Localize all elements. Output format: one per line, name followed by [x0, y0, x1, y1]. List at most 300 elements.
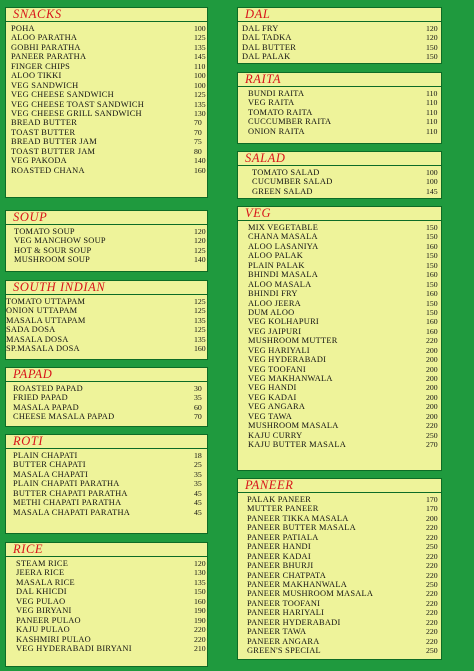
- menu-item-name: VEG KADAI: [248, 392, 297, 402]
- menu-item-price: 120: [426, 33, 438, 43]
- menu-item-price: 135: [194, 99, 206, 109]
- section-snacks: [5, 7, 208, 198]
- menu-item: [238, 317, 441, 326]
- section-title: SNACKS: [6, 8, 207, 22]
- menu-item: [6, 470, 207, 479]
- menu-item-price: 120: [194, 236, 206, 246]
- menu-item-name: HOT & SOUR SOUP: [14, 245, 92, 255]
- menu-item-name: ALOO PALAK: [248, 251, 304, 261]
- menu-item-name: SADA DOSA: [6, 325, 56, 335]
- menu-item-name: PANEER BHURJI: [247, 561, 314, 571]
- menu-item-name: VEG HANDI: [248, 383, 297, 393]
- menu-item: [238, 289, 441, 298]
- menu-item-name: MASALA CHAPATI: [13, 469, 89, 479]
- menu-item-name: CHEESE MASALA PAPAD: [13, 412, 115, 422]
- menu-item-price: 35: [194, 393, 202, 403]
- menu-item: [6, 489, 207, 498]
- menu-item-price: 160: [194, 596, 206, 606]
- menu-item: [238, 365, 441, 374]
- menu-item: [6, 568, 207, 577]
- menu-item-name: GREEN'S SPECIAL: [247, 646, 321, 655]
- menu-item-name: PANEER HANDI: [247, 542, 311, 552]
- menu-item-price: 220: [194, 625, 206, 635]
- menu-item-name: VEG SANDWICH: [11, 80, 79, 90]
- menu-item: [6, 81, 207, 90]
- section-veg: [237, 206, 442, 471]
- menu-item-name: ROASTED PAPAD: [13, 384, 83, 393]
- menu-item-price: 80: [194, 146, 202, 156]
- menu-item-price: 35: [194, 479, 202, 489]
- menu-item-price: 150: [426, 279, 438, 289]
- menu-item: [6, 62, 207, 71]
- menu-item: [238, 523, 441, 532]
- menu-item-name: VEG PAKODA: [11, 156, 67, 166]
- menu-item: [238, 561, 441, 570]
- menu-item-name: VEG TOOFANI: [248, 364, 306, 374]
- menu-item-price: 100: [194, 24, 206, 33]
- menu-item-name: ONION RAITA: [248, 126, 305, 136]
- menu-item-price: 110: [426, 117, 438, 127]
- menu-item-price: 125: [194, 306, 206, 316]
- menu-item: [238, 299, 441, 308]
- menu-item: [238, 589, 441, 598]
- menu-item-price: 70: [194, 412, 202, 422]
- menu-item-price: 150: [426, 232, 438, 242]
- menu-item-price: 100: [426, 168, 438, 177]
- menu-item-price: 170: [426, 495, 438, 504]
- menu-item-price: 150: [426, 42, 438, 52]
- menu-item-name: PANEER MUSHROOM MASALA: [247, 589, 374, 599]
- menu-item: [238, 412, 441, 421]
- menu-item-name: VEG CHEESE SANDWICH: [11, 90, 114, 100]
- menu-item-name: BUNDI RAITA: [248, 89, 305, 98]
- menu-item: [238, 168, 441, 177]
- menu-item-name: PANEER TIKKA MASALA: [247, 513, 349, 523]
- menu-item-name: VEG KOLHAPURI: [248, 317, 319, 327]
- menu-item-price: 75: [194, 137, 202, 147]
- menu-item: [238, 504, 441, 513]
- menu-item-name: FINGER CHIPS: [11, 61, 71, 71]
- section-rice: [5, 542, 208, 667]
- menu-item-name: PLAIN CHAPATI: [13, 451, 78, 460]
- menu-item-name: VEG ANGARA: [248, 402, 306, 412]
- section-title: DAL: [238, 8, 441, 22]
- menu-item: [6, 597, 207, 606]
- menu-item-name: VEG HARIYALI: [248, 345, 310, 355]
- menu-item-price: 45: [194, 507, 202, 517]
- menu-item: [6, 316, 207, 325]
- menu-item-name: TOMATO SALAD: [252, 168, 320, 177]
- menu-item: [238, 98, 441, 107]
- menu-item: [6, 606, 207, 615]
- menu-item: [6, 128, 207, 137]
- menu-item-price: 150: [426, 52, 438, 62]
- section-title: PANEER: [238, 479, 441, 493]
- menu-item-price: 200: [426, 364, 438, 374]
- menu-item: [238, 431, 441, 440]
- menu-item-price: 150: [426, 223, 438, 232]
- menu-item: [6, 393, 207, 402]
- item-list: [6, 449, 207, 517]
- section-salad: [237, 151, 442, 199]
- menu-item-name: ALOO TIKKI: [11, 71, 62, 81]
- menu-item-name: DAL FRY: [242, 24, 279, 33]
- menu-item-price: 125: [194, 90, 206, 100]
- menu-item-name: VEG PULAO: [16, 596, 66, 606]
- menu-item: [6, 109, 207, 118]
- menu-item-price: 35: [194, 469, 202, 479]
- section-title: RICE: [6, 543, 207, 557]
- menu-item: [6, 559, 207, 568]
- menu-item-price: 190: [194, 606, 206, 616]
- section-title: SALAD: [238, 152, 441, 166]
- menu-item: [6, 90, 207, 99]
- menu-item-price: 18: [194, 451, 202, 460]
- menu-item: [238, 393, 441, 402]
- menu-item-price: 70: [194, 118, 202, 128]
- menu-item-price: 250: [426, 646, 438, 655]
- section-roti: [5, 434, 208, 534]
- item-list: [238, 166, 441, 196]
- menu-item: [238, 52, 441, 61]
- menu-item: [238, 232, 441, 241]
- menu-item-price: 100: [194, 71, 206, 81]
- menu-item: [238, 177, 441, 186]
- menu-item: [6, 137, 207, 146]
- menu-item-price: 200: [426, 355, 438, 365]
- menu-item: [6, 156, 207, 165]
- menu-item-name: JEERA RICE: [16, 568, 65, 578]
- menu-item-name: BUTTER CHAPATI PARATHA: [13, 488, 128, 498]
- menu-item: [6, 344, 207, 353]
- menu-item: [238, 374, 441, 383]
- menu-item-price: 160: [194, 344, 206, 354]
- menu-item-name: MUSHROOM MUTTER: [248, 336, 338, 346]
- menu-item-name: PANEER BUTTER MASALA: [247, 523, 356, 533]
- menu-item: [238, 355, 441, 364]
- menu-item-price: 210: [194, 643, 206, 653]
- menu-item-name: ALOO JEERA: [248, 298, 301, 308]
- menu-item-price: 220: [426, 336, 438, 346]
- menu-item-price: 100: [194, 80, 206, 90]
- menu-item-price: 125: [194, 325, 206, 335]
- menu-item-name: PANEER PATIALA: [247, 532, 319, 542]
- item-list: [238, 493, 441, 655]
- menu-item-name: VEG CHEESE GRILL SANDWICH: [11, 108, 142, 118]
- menu-item-name: CUCUMBER SALAD: [252, 177, 333, 187]
- menu-item-price: 160: [426, 241, 438, 251]
- menu-item-price: 120: [194, 227, 206, 236]
- menu-item-name: DAL PALAK: [242, 52, 291, 62]
- menu-item-name: MUTTER PANEER: [247, 504, 319, 514]
- menu-item-price: 160: [194, 165, 206, 175]
- menu-item-price: 130: [194, 108, 206, 118]
- menu-item-price: 135: [194, 42, 206, 52]
- menu-item-price: 160: [426, 317, 438, 327]
- menu-item-name: BREAD BUTTER: [11, 118, 78, 128]
- menu-item-name: VEG CHEESE TOAST SANDWICH: [11, 99, 145, 109]
- menu-item-name: KAJU CURRY: [248, 430, 303, 440]
- menu-item-name: ALOO PARATHA: [11, 33, 78, 43]
- menu-item: [6, 166, 207, 175]
- menu-item-name: BREAD BUTTER JAM: [11, 137, 97, 147]
- item-list: [6, 225, 207, 265]
- menu-item-price: 45: [194, 488, 202, 498]
- section-soup: [5, 210, 208, 272]
- menu-item-price: 150: [426, 298, 438, 308]
- menu-item: [6, 147, 207, 156]
- menu-item: [238, 336, 441, 345]
- menu-item: [238, 514, 441, 523]
- menu-item-name: MASALA PAPAD: [13, 402, 79, 412]
- menu-item-name: VEG RAITA: [248, 98, 295, 108]
- menu-item-name: TOMATO SOUP: [14, 227, 75, 236]
- menu-item-name: VEG HYDERABADI: [248, 355, 327, 365]
- menu-item-price: 45: [194, 498, 202, 508]
- menu-item: [6, 52, 207, 61]
- menu-item: [6, 24, 207, 33]
- section-south-indian: [5, 280, 208, 360]
- menu-item: [6, 498, 207, 507]
- menu-item: [6, 335, 207, 344]
- menu-item-price: 220: [426, 617, 438, 627]
- menu-item: [238, 346, 441, 355]
- menu-item-name: ALOO MASALA: [248, 279, 312, 289]
- menu-item-name: MASALA RICE: [16, 577, 75, 587]
- menu-item-price: 110: [426, 89, 438, 98]
- menu-item-name: BHINDI FRY: [248, 289, 298, 299]
- menu-item: [6, 33, 207, 42]
- menu-item-name: SP.MASALA DOSA: [6, 344, 80, 354]
- menu-item-price: 110: [194, 61, 206, 71]
- menu-item-name: GREEN SALAD: [252, 186, 313, 196]
- menu-item-name: MASALA UTTAPAM: [6, 315, 86, 325]
- menu-item-price: 220: [426, 570, 438, 580]
- menu-item-price: 150: [426, 251, 438, 261]
- menu-item-price: 220: [426, 551, 438, 561]
- menu-item: [238, 270, 441, 279]
- menu-item-name: TOAST BUTTER: [11, 127, 76, 137]
- menu-item-price: 110: [426, 107, 438, 117]
- menu-item: [6, 625, 207, 634]
- menu-item: [6, 451, 207, 460]
- menu-item-name: MASALA CHAPATI PARATHA: [13, 507, 131, 517]
- menu-item-name: METHI CHAPATI PARATHA: [13, 498, 122, 508]
- section-title: ROTI: [6, 435, 207, 449]
- item-list: [6, 382, 207, 422]
- section-paneer: [237, 478, 442, 660]
- menu-item-price: 160: [426, 289, 438, 299]
- menu-item-price: 200: [426, 513, 438, 523]
- item-list: [238, 87, 441, 136]
- menu-item: [238, 383, 441, 392]
- menu-item: [238, 261, 441, 270]
- menu-item: [6, 306, 207, 315]
- menu-item-name: PANEER ANGARA: [247, 636, 320, 646]
- menu-item: [238, 440, 441, 449]
- menu-item-name: PANEER KADAI: [247, 551, 311, 561]
- menu-item: [238, 571, 441, 580]
- menu-item: [238, 495, 441, 504]
- menu-item: [238, 223, 441, 232]
- menu-item: [238, 421, 441, 430]
- menu-item-name: DAL TADKA: [242, 33, 292, 43]
- menu-item-name: PANEER HYDERABADI: [247, 617, 341, 627]
- menu-item-price: 200: [426, 392, 438, 402]
- menu-item: [238, 327, 441, 336]
- item-list: [6, 557, 207, 653]
- menu-item: [6, 100, 207, 109]
- menu-item-price: 135: [194, 315, 206, 325]
- menu-item-price: 270: [426, 440, 438, 450]
- menu-item-name: ROASTED CHANA: [11, 165, 85, 175]
- menu-item-name: VEG MAKHANWALA: [248, 374, 333, 383]
- menu-item-price: 125: [194, 245, 206, 255]
- menu-item-name: PLAIN PALAK: [248, 260, 305, 270]
- menu-item-price: 135: [194, 334, 206, 344]
- menu-item-price: 170: [426, 504, 438, 514]
- menu-item-price: 120: [194, 559, 206, 568]
- menu-item-price: 135: [194, 577, 206, 587]
- menu-item-price: 220: [194, 634, 206, 644]
- menu-item: [6, 227, 207, 236]
- menu-item-price: 160: [426, 270, 438, 280]
- menu-item-price: 145: [194, 52, 206, 62]
- menu-item-name: KAJU PULAO: [16, 625, 70, 635]
- menu-item-name: GOBHI PARATHA: [11, 42, 81, 52]
- menu-item-name: VEG JAIPURI: [248, 326, 302, 336]
- section-title: PAPAD: [6, 368, 207, 382]
- menu-item-price: 150: [194, 587, 206, 597]
- menu-item-price: 30: [194, 384, 202, 393]
- menu-item-name: PANEER TAWA: [247, 627, 307, 637]
- menu-item-name: PALAK PANEER: [247, 495, 312, 504]
- menu-item: [238, 618, 441, 627]
- menu-item: [238, 308, 441, 317]
- menu-item: [238, 646, 441, 655]
- menu-item-price: 145: [426, 186, 438, 196]
- menu-item-name: DAL KHICDI: [16, 587, 67, 597]
- menu-item-name: CUCCUMBER RAITA: [248, 117, 332, 127]
- menu-item-price: 70: [194, 127, 202, 137]
- menu-item-price: 220: [426, 421, 438, 431]
- menu-item-name: MIX VEGETABLE: [248, 223, 319, 232]
- menu-item-price: 250: [426, 430, 438, 440]
- menu-item: [6, 325, 207, 334]
- menu-item-price: 200: [426, 383, 438, 393]
- menu-item: [6, 43, 207, 52]
- menu-item-price: 125: [194, 33, 206, 43]
- menu-item-name: ONION UTTAPAM: [6, 306, 78, 316]
- menu-item: [238, 580, 441, 589]
- menu-item-name: TOMATO UTTAPAM: [6, 297, 86, 306]
- menu-item-name: MUSHROOM MASALA: [248, 421, 339, 431]
- section-title: SOUP: [6, 211, 207, 225]
- menu-item: [6, 71, 207, 80]
- menu-item-name: TOAST BUTTER JAM: [11, 146, 96, 156]
- menu-item-price: 100: [426, 177, 438, 187]
- menu-item-price: 220: [426, 532, 438, 542]
- menu-item-name: KASHMIRI PULAO: [16, 634, 91, 644]
- section-dal: [237, 7, 442, 64]
- item-list: [238, 221, 441, 450]
- menu-item: [6, 412, 207, 421]
- menu-item: [238, 608, 441, 617]
- menu-item: [238, 542, 441, 551]
- menu-item: [6, 644, 207, 653]
- menu-item: [238, 89, 441, 98]
- menu-item-price: 160: [426, 326, 438, 336]
- menu-item-price: 110: [426, 126, 438, 136]
- menu-item-name: FRIED PAPAD: [13, 393, 68, 403]
- menu-item: [238, 117, 441, 126]
- menu-item-price: 125: [194, 297, 206, 306]
- menu-item-price: 220: [426, 608, 438, 618]
- menu-item: [238, 24, 441, 33]
- menu-item-price: 220: [426, 636, 438, 646]
- menu-item: [6, 255, 207, 264]
- menu-item-price: 25: [194, 460, 202, 470]
- menu-item: [6, 616, 207, 625]
- menu-item: [6, 587, 207, 596]
- menu-item: [238, 33, 441, 42]
- menu-item-name: PANEER HARIYALI: [247, 608, 325, 618]
- menu-item-name: DAL BUTTER: [242, 42, 297, 52]
- menu-item-name: PANEER PULAO: [16, 615, 81, 625]
- menu-item-name: PANEER CHATPATA: [247, 570, 327, 580]
- menu-item: [238, 251, 441, 260]
- section-title: RAITA: [238, 73, 441, 87]
- item-list: [6, 295, 207, 354]
- menu-item: [238, 187, 441, 196]
- menu-item-price: 220: [426, 561, 438, 571]
- menu-item: [6, 479, 207, 488]
- menu-item-name: POHA: [11, 24, 35, 33]
- menu-item-name: PANEER PARATHA: [11, 52, 87, 62]
- menu-item: [238, 43, 441, 52]
- menu-item: [6, 246, 207, 255]
- item-list: [6, 22, 207, 175]
- menu-item-price: 200: [426, 402, 438, 412]
- menu-item-price: 250: [426, 542, 438, 552]
- menu-item-price: 200: [426, 345, 438, 355]
- menu-item-price: 220: [426, 627, 438, 637]
- menu-item-price: 220: [426, 598, 438, 608]
- menu-item-name: VEG BIRYANI: [16, 606, 72, 616]
- menu-item: [238, 552, 441, 561]
- menu-item-price: 120: [426, 24, 438, 33]
- menu-item: [6, 578, 207, 587]
- menu-item: [238, 533, 441, 542]
- menu-item: [6, 403, 207, 412]
- menu-item-price: 250: [426, 579, 438, 589]
- menu-item-name: KAJU BUTTER MASALA: [248, 440, 347, 450]
- menu-item: [6, 384, 207, 393]
- menu-item-name: MUSHROOM SOUP: [14, 255, 91, 265]
- menu-item-price: 110: [426, 98, 438, 108]
- menu-item: [6, 460, 207, 469]
- menu-item-price: 130: [194, 568, 206, 578]
- menu-item-price: 220: [426, 523, 438, 533]
- menu-item-name: STEAM RICE: [16, 559, 69, 568]
- menu-item-price: 220: [426, 589, 438, 599]
- menu-item-name: PANEER MAKHANWALA: [247, 579, 348, 589]
- menu-item-name: VEG MANCHOW SOUP: [14, 236, 106, 246]
- menu-item: [6, 297, 207, 306]
- menu-item: [238, 280, 441, 289]
- menu-item: [6, 118, 207, 127]
- menu-item-name: CHANA MASALA: [248, 232, 318, 242]
